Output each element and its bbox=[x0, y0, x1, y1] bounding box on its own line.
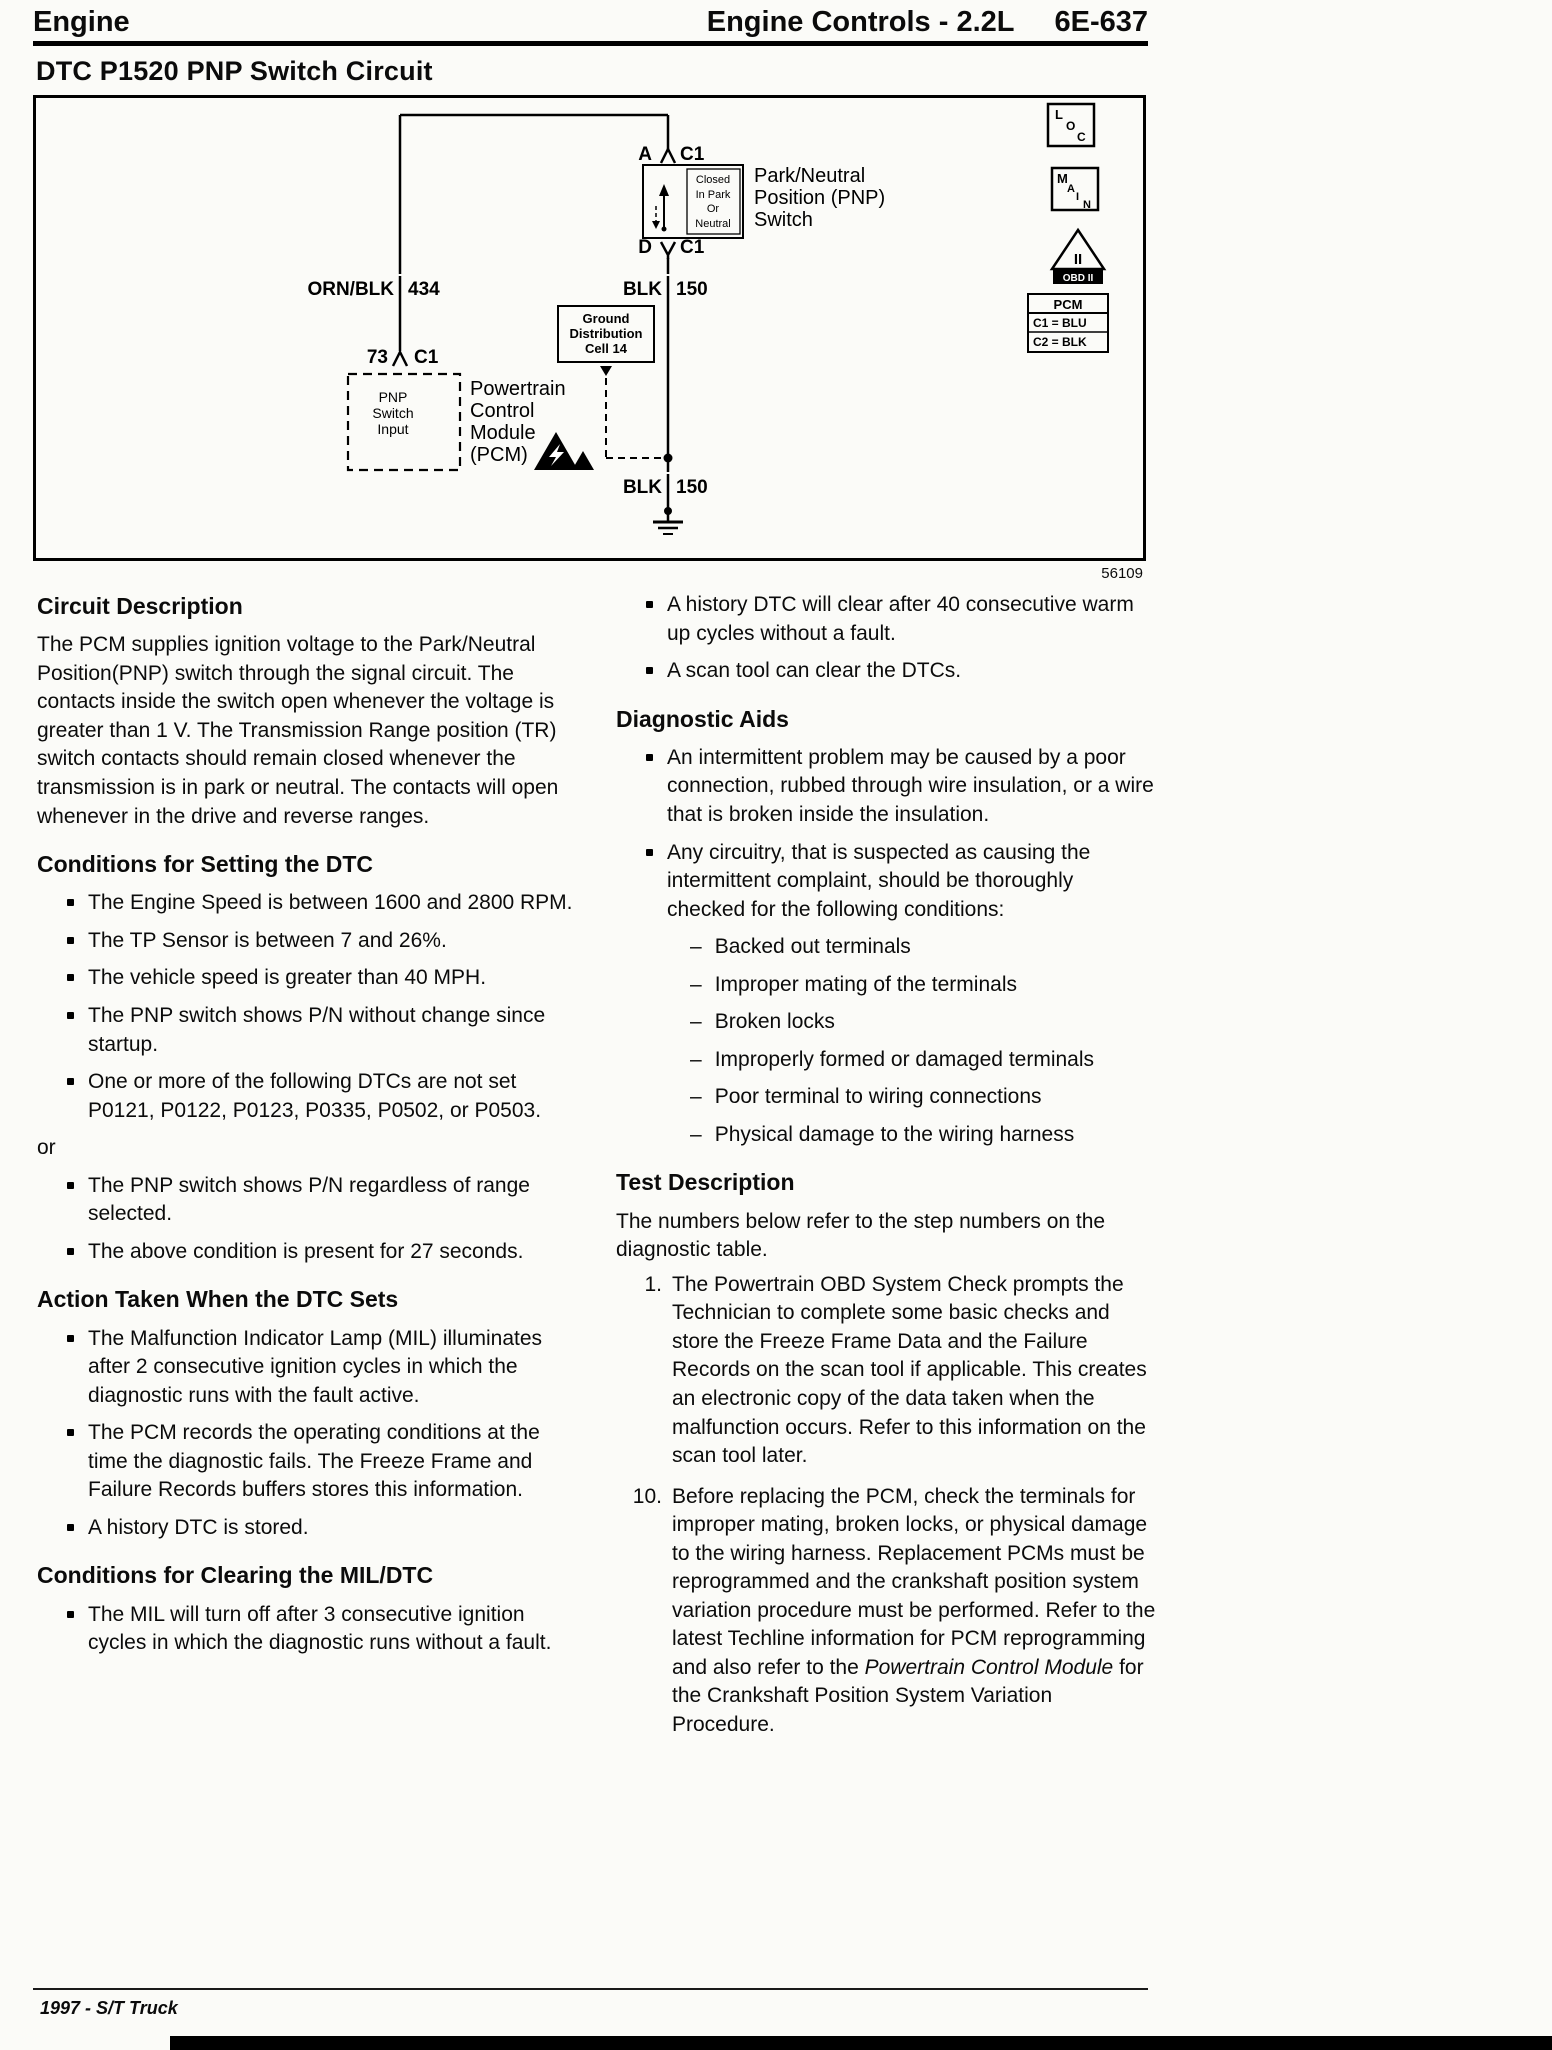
wire-label-blk-150-lower bbox=[611, 472, 729, 498]
item-text-post: for the Crankshaft Position System Variation Procedure. bbox=[672, 1655, 1144, 1737]
dash-marker: – bbox=[690, 1122, 702, 1146]
bullet-text: The above condition is present for 27 seconds. bbox=[88, 1239, 524, 1263]
bullet-item bbox=[37, 1601, 585, 1658]
bullet-marker bbox=[67, 1012, 74, 1019]
bullet-item bbox=[37, 1238, 585, 1267]
bullet-marker bbox=[67, 1078, 74, 1085]
section-heading-conditions-setting: Conditions for Setting the DTC bbox=[37, 851, 374, 878]
sub-bullet-text: Physical damage to the wiring harness bbox=[714, 1122, 1075, 1146]
bullet-marker bbox=[67, 1248, 74, 1255]
bullet-text: The Malfunction Indicator Lamp (MIL) illuminates after 2 consecutive ignition cycles in which the diagnostic runs with the fault active. bbox=[88, 1326, 543, 1407]
switch-state-inpark: In Park bbox=[695, 189, 731, 201]
pnp-label-line3: Switch bbox=[754, 209, 813, 231]
switch-state-closed: Closed bbox=[695, 174, 731, 186]
wire-color-label: BLK bbox=[622, 477, 662, 498]
pin-a-connector-icon bbox=[661, 149, 675, 163]
bullet-item bbox=[37, 1419, 585, 1505]
pcm-legend-c1: C1 = BLU bbox=[1033, 316, 1087, 330]
sub-bullet-item bbox=[616, 1083, 1156, 1112]
bullet-text: A history DTC will clear after 40 consecutive warm up cycles without a fault. bbox=[667, 593, 1134, 645]
section-heading-diagnostic-aids: Diagnostic Aids bbox=[616, 705, 789, 732]
footer-rule bbox=[33, 1988, 1148, 1990]
pnp-label-line1: Park/Neutral bbox=[754, 165, 866, 187]
bullet-item bbox=[616, 657, 1156, 686]
loc-letter-o: O bbox=[1066, 119, 1076, 133]
item-text-pre: Before replacing the PCM, check the terminals for improper mating, broken locks, or physical damage to the wiring harness. Replacement PCMs must be reprogrammed and the crankshaft position system variation procedure must be performed. Refer to the latest Techline information for PCM reprogramming and also refer to the bbox=[672, 1484, 1156, 1679]
bullet-item bbox=[37, 1002, 585, 1059]
bullet-item bbox=[37, 889, 585, 918]
main-letter-a: A bbox=[1067, 183, 1075, 195]
ground-cell-line3: Cell 14 bbox=[585, 341, 627, 356]
pcm-input-line2: Switch bbox=[372, 405, 414, 421]
pnp-label-line2: Position (PNP) bbox=[754, 187, 886, 209]
main-legend-icon bbox=[1052, 168, 1098, 211]
esd-warning-icon bbox=[534, 432, 594, 470]
bullet-text: One or more of the following DTCs are not set P0121, P0122, P0123, P0335, P0502, or P0503. bbox=[88, 1070, 542, 1122]
pcm-legend-title: PCM bbox=[1053, 297, 1083, 312]
bullet-item bbox=[37, 1514, 585, 1543]
bullet-item bbox=[616, 839, 1156, 925]
bullet-marker bbox=[67, 937, 74, 944]
bullet-text: The MIL will turn off after 3 consecutive ignition cycles in which the diagnostic runs without a fault. bbox=[88, 1602, 552, 1655]
item-number: 10. bbox=[632, 1484, 662, 1508]
pin-a-conn-label: C1 bbox=[680, 144, 705, 165]
bullet-item bbox=[37, 1172, 585, 1229]
bullet-text: The Engine Speed is between 1600 and 2800 RPM. bbox=[88, 891, 573, 915]
pcm-label-line2: Control bbox=[470, 400, 535, 422]
switch-contact-icon bbox=[652, 184, 669, 232]
bullet-marker bbox=[67, 1182, 74, 1189]
loc-letter-c: C bbox=[1077, 130, 1086, 144]
sub-bullet-text: Improper mating of the terminals bbox=[714, 972, 1017, 996]
wire-circuit-label: 150 bbox=[676, 279, 708, 300]
section-heading-action-taken: Action Taken When the DTC Sets bbox=[37, 1286, 399, 1313]
dash-marker: – bbox=[690, 1047, 702, 1071]
sub-bullet-text: Improperly formed or damaged terminals bbox=[714, 1047, 1095, 1071]
pcm-connector-legend bbox=[1028, 294, 1108, 352]
pin-d-conn-label: C1 bbox=[680, 237, 705, 258]
bullet-marker bbox=[646, 849, 653, 856]
bullet-marker bbox=[67, 1429, 74, 1436]
bullet-marker bbox=[646, 667, 653, 674]
sub-bullet-item bbox=[616, 971, 1156, 1000]
bullet-marker bbox=[67, 1611, 74, 1618]
dtc-title: DTC P1520 PNP Switch Circuit bbox=[36, 56, 433, 86]
reference-arrow-icon bbox=[600, 366, 612, 376]
pcm-pin-connector-icon bbox=[393, 352, 407, 366]
bullet-marker bbox=[67, 974, 74, 981]
header-page-number: 6E-637 bbox=[1054, 6, 1148, 38]
pcm-input-line3: Input bbox=[377, 421, 409, 437]
ground-distribution-box bbox=[558, 306, 661, 458]
right-column bbox=[616, 591, 1156, 1752]
test-description-intro: The numbers below refer to the step numbers on the diagnostic table. bbox=[616, 1209, 1106, 1262]
bullet-marker bbox=[646, 754, 653, 761]
pcm-label-line3: Module bbox=[470, 422, 536, 444]
bullet-marker bbox=[67, 1335, 74, 1342]
ground-cell-line2: Distribution bbox=[569, 326, 643, 341]
pin-d-label: D bbox=[638, 237, 652, 258]
circuit-description-paragraph: The PCM supplies ignition voltage to the Park/Neutral Position(PNP) switch through the signal circuit. The contacts inside the switch open whenever the voltage is greater than 1 V. The Transmission Range position (TR) switch contacts should remain closed whenever the transmission is in park or neutral. The contacts will open whenever in the drive and reverse ranges. bbox=[37, 633, 559, 828]
sub-bullet-item bbox=[616, 1121, 1156, 1150]
pcm-legend-c2: C2 = BLK bbox=[1033, 335, 1087, 349]
footer-model-year: 1997 - S/T Truck bbox=[40, 1998, 178, 2018]
sub-bullet-text: Broken locks bbox=[714, 1010, 835, 1034]
loc-legend-icon bbox=[1048, 104, 1094, 146]
bullet-marker bbox=[67, 899, 74, 906]
bullet-marker bbox=[646, 601, 653, 608]
ground-symbol-icon bbox=[653, 507, 683, 534]
pcm-label-line1: Powertrain bbox=[470, 378, 566, 400]
section-heading-test-description: Test Description bbox=[616, 1169, 795, 1196]
wiring-diagram bbox=[36, 98, 1143, 558]
switch-state-neutral: Neutral bbox=[695, 218, 731, 230]
pcm-conn-label: C1 bbox=[414, 347, 439, 368]
bullet-item bbox=[37, 964, 585, 993]
bullet-marker bbox=[67, 1524, 74, 1531]
wire-circuit-label: 434 bbox=[408, 279, 440, 300]
loc-letter-l: L bbox=[1055, 107, 1063, 122]
item-text: The Powertrain OBD System Check prompts the Technician to complete some basic checks and store the Freeze Frame Data and the Failure Records on the scan tool if applicable. This creates an electronic copy of the data taken when the malfunction occurs. Refer to this information on the scan tool later. bbox=[672, 1272, 1147, 1468]
bullet-item bbox=[616, 591, 1156, 648]
left-column bbox=[37, 591, 585, 1667]
header-chapter-block bbox=[707, 6, 1148, 39]
pin-a-label: A bbox=[638, 144, 652, 165]
bullet-text: Any circuitry, that is suspected as causing the intermittent complaint, should be thoroughly checked for the following conditions: bbox=[667, 840, 1091, 921]
bullet-text: The vehicle speed is greater than 40 MPH. bbox=[88, 966, 487, 990]
page-header bbox=[33, 6, 1148, 39]
header-section-title: Engine bbox=[33, 6, 130, 38]
item-number: 1. bbox=[644, 1272, 662, 1296]
sub-bullet-text: Poor terminal to wiring connections bbox=[714, 1085, 1042, 1109]
obd-banner: OBD II bbox=[1062, 273, 1094, 284]
pin-d-connector-icon bbox=[661, 242, 675, 259]
figure-number: 56109 bbox=[1101, 565, 1143, 582]
section-heading-conditions-clearing: Conditions for Clearing the MIL/DTC bbox=[37, 1562, 434, 1589]
section-heading-circuit-description: Circuit Description bbox=[37, 593, 243, 619]
item-text bbox=[672, 1483, 1156, 1740]
sub-bullet-item bbox=[616, 1008, 1156, 1037]
bullet-text: A history DTC is stored. bbox=[88, 1515, 309, 1539]
pcm-pin-label: 73 bbox=[366, 347, 388, 368]
dash-marker: – bbox=[690, 972, 702, 996]
sub-bullet-item bbox=[616, 1046, 1156, 1075]
bullet-text: The PCM records the operating conditions at the time the diagnostic fails. The Freeze Frame and Failure Records buffers stores this information. bbox=[88, 1421, 540, 1502]
wire-label-blk-150-upper bbox=[611, 274, 729, 300]
or-separator: or bbox=[37, 1136, 56, 1160]
pcm-box bbox=[348, 374, 460, 470]
main-letter-i: I bbox=[1076, 191, 1080, 203]
dash-marker: – bbox=[690, 1085, 702, 1109]
pnp-switch-box bbox=[643, 165, 743, 238]
obd-numeral: II bbox=[1073, 251, 1083, 268]
wiring-diagram-frame bbox=[33, 95, 1146, 561]
header-rule bbox=[33, 41, 1148, 46]
bullet-text: The PNP switch shows P/N regardless of range selected. bbox=[88, 1173, 530, 1226]
bullet-item bbox=[616, 744, 1156, 830]
wire-junction-dot bbox=[664, 454, 673, 463]
bullet-item bbox=[37, 1068, 585, 1125]
header-chapter-title: Engine Controls - 2.2L bbox=[706, 6, 1015, 38]
switch-state-or: Or bbox=[706, 203, 720, 215]
numbered-item bbox=[616, 1271, 1156, 1471]
bullet-item bbox=[37, 1325, 585, 1411]
main-letter-m: M bbox=[1057, 171, 1068, 186]
dash-marker: – bbox=[690, 935, 702, 959]
wire-color-label: BLK bbox=[622, 279, 662, 300]
pcm-input-line1: PNP bbox=[378, 389, 408, 405]
bullet-text: The TP Sensor is between 7 and 26%. bbox=[88, 928, 447, 952]
bullet-text: The PNP switch shows P/N without change since startup. bbox=[88, 1004, 546, 1056]
pcm-label-line4: (PCM) bbox=[470, 444, 528, 466]
pnp-switch-label bbox=[754, 165, 885, 231]
item-text-italic: Powertrain Control Module bbox=[864, 1655, 1114, 1679]
wire-circuit-label: 150 bbox=[676, 477, 708, 498]
wire-label-orn-blk-434 bbox=[307, 274, 472, 300]
scan-edge-artifact bbox=[170, 2036, 1552, 2050]
bullet-item bbox=[37, 927, 585, 956]
bullet-text: A scan tool can clear the DTCs. bbox=[667, 659, 962, 683]
bullet-text: An intermittent problem may be caused by a poor connection, rubbed through wire insulation, or a wire that is broken inside the insulation. bbox=[667, 745, 1154, 826]
sub-bullet-item bbox=[616, 933, 1156, 962]
sub-bullet-text: Backed out terminals bbox=[714, 935, 911, 959]
main-letter-n: N bbox=[1083, 199, 1091, 211]
numbered-item bbox=[616, 1483, 1156, 1740]
ground-cell-line1: Ground bbox=[582, 311, 630, 326]
dash-marker: – bbox=[690, 1010, 702, 1034]
obd-ii-icon bbox=[1052, 230, 1104, 284]
wire-color-label: ORN/BLK bbox=[307, 279, 394, 300]
